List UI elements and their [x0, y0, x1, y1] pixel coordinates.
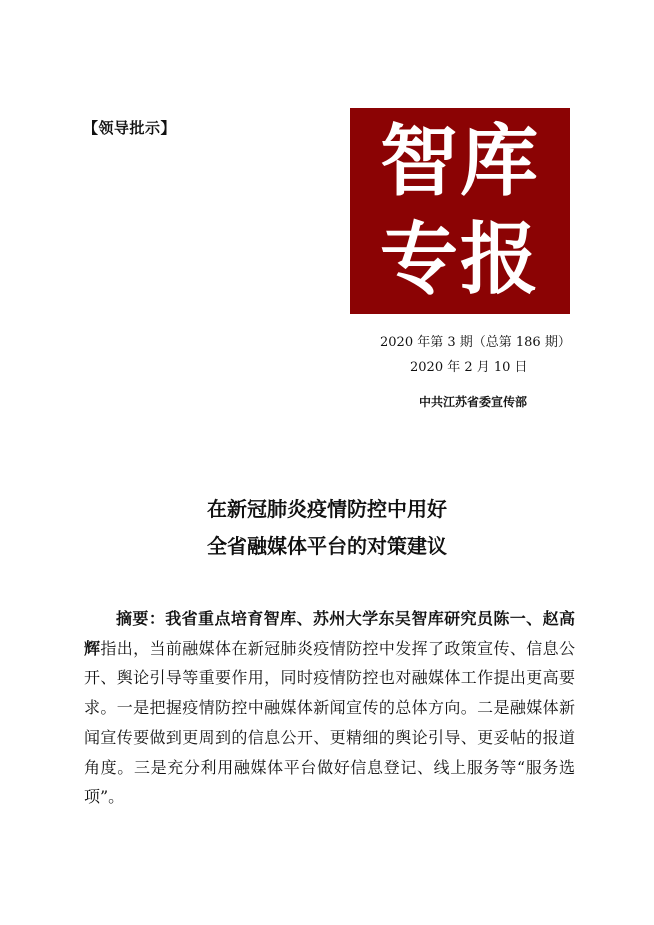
masthead-line-2: 专报 — [379, 215, 540, 305]
abstract-authors: 我省重点培育智库、苏州大学东吴智库研究员陈一、赵高辉 — [84, 609, 575, 658]
abstract-paragraph — [84, 604, 575, 812]
masthead-line-1: 智库 — [379, 117, 540, 207]
abstract-body: 指出，当前融媒体在新冠肺炎疫情防控中发挥了政策宣传、信息公开、舆论引导等重要作用，同时疫情防控也对融媒体工作提出更高要求。一是把握疫情防控中融媒体新闻宣传的总体方向。二是融媒体新闻宣传要做到更周到的信息公开、更精细的舆论引导、更妥帖的报道角度。三是充分利用融媒体平台做好信息登记、线上服务等“服务选项”。 — [84, 638, 575, 807]
issue-date: 2020 年 2 月 10 日 — [410, 360, 528, 375]
masthead-logo — [350, 108, 570, 314]
document-title-line-2: 全省融媒体平台的对策建议 — [207, 534, 447, 558]
abstract-label: 摘要： — [116, 609, 166, 628]
leader-instruction-tag: 【领导批示】 — [83, 119, 177, 137]
issuing-department: 中共江苏省委宣传部 — [419, 395, 528, 409]
issue-number: 2020 年第 3 期（总第 186 期） — [380, 335, 571, 350]
document-title-line-1: 在新冠肺炎疫情防控中用好 — [207, 497, 447, 521]
